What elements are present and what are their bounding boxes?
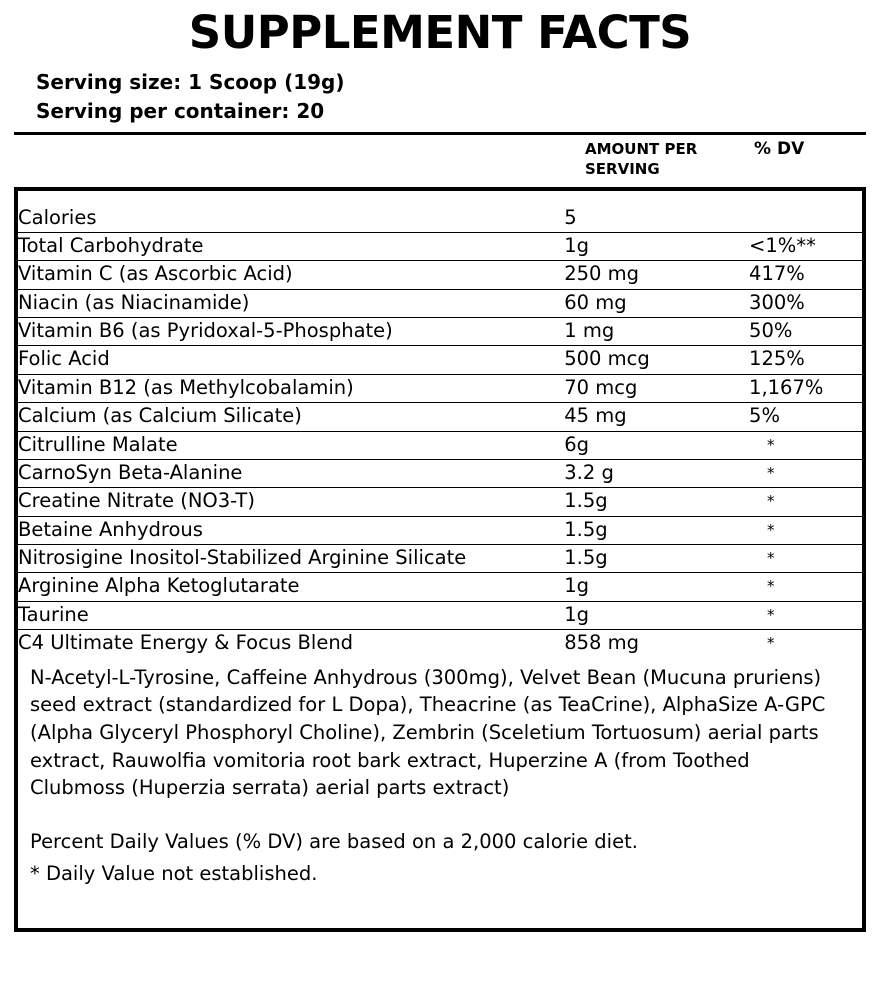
nutrient-dv: * xyxy=(749,459,862,487)
serving-size: Serving size: 1 Scoop (19g) xyxy=(36,69,345,94)
nutrient-name: Arginine Alpha Ketoglutarate xyxy=(18,573,564,601)
nutrient-amount: 1 mg xyxy=(564,318,749,346)
table-row xyxy=(18,459,862,487)
nutrient-name: Niacin (as Niacinamide) xyxy=(18,289,564,317)
nutrient-amount: 1g xyxy=(564,232,749,260)
nutrient-dv: * xyxy=(749,488,862,516)
nutrient-name: Total Carbohydrate xyxy=(18,232,564,260)
footnote-daily-values: Percent Daily Values (% DV) are based on a 2,000 calorie diet. xyxy=(30,829,638,853)
nutrient-name: Creatine Nitrate (NO3-T) xyxy=(18,488,564,516)
nutrient-dv: 417% xyxy=(749,261,862,289)
nutrient-amount: 858 mg xyxy=(564,631,640,655)
nutrient-amount: 1g xyxy=(564,601,749,629)
table-row xyxy=(18,289,862,317)
nutrient-name: Taurine xyxy=(18,601,564,629)
nutrient-dv: * xyxy=(749,601,862,629)
serving-per-container: Serving per container: 20 xyxy=(36,98,325,123)
nutrient-amount: 250 mg xyxy=(564,261,749,289)
nutrient-dv: 50% xyxy=(749,318,862,346)
nutrient-dv: 5% xyxy=(749,403,862,431)
table-row xyxy=(18,516,862,544)
nutrient-dv: 125% xyxy=(749,346,862,374)
nutrient-name: Nitrosigine Inositol-Stabilized Arginine Silicate xyxy=(18,545,564,573)
nutrient-dv: * xyxy=(749,431,862,459)
nutrient-amount: 1.5g xyxy=(564,545,749,573)
nutrient-amount: 1.5g xyxy=(564,516,749,544)
nutrient-name: C4 Ultimate Energy & Focus Blend xyxy=(18,631,354,655)
nutrient-dv: * xyxy=(767,634,775,653)
table-row xyxy=(18,601,862,629)
nutrient-dv: <1%** xyxy=(749,232,862,260)
nutrient-amount: 1g xyxy=(564,573,749,601)
nutrient-dv: * xyxy=(749,516,862,544)
nutrient-name: Citrulline Malate xyxy=(18,431,564,459)
nutrient-amount: 3.2 g xyxy=(564,459,749,487)
nutrient-amount: 6g xyxy=(564,431,749,459)
nutrient-dv: 1,167% xyxy=(749,374,862,402)
nutrient-amount: 60 mg xyxy=(564,289,749,317)
nutrient-amount: 500 mcg xyxy=(564,346,749,374)
nutrient-dv: * xyxy=(749,573,862,601)
nutrient-table-box xyxy=(14,187,866,816)
nutrient-amount: 5 xyxy=(564,205,749,233)
column-header-amount: AMOUNT PER SERVING xyxy=(585,139,698,178)
table-top-spacer xyxy=(18,191,862,205)
page-title: SUPPLEMENT FACTS xyxy=(188,6,692,59)
table-row xyxy=(18,573,862,601)
nutrient-name: Betaine Anhydrous xyxy=(18,516,564,544)
nutrient-name: Folic Acid xyxy=(18,346,564,374)
nutrient-name: Calories xyxy=(18,205,564,233)
nutrient-dv: * xyxy=(749,545,862,573)
nutrient-name: CarnoSyn Beta-Alanine xyxy=(18,459,564,487)
table-row xyxy=(18,374,862,402)
table-row xyxy=(18,403,862,431)
footnotes-box xyxy=(14,816,866,932)
table-row xyxy=(18,346,862,374)
table-row xyxy=(18,232,862,260)
table-row xyxy=(18,488,862,516)
nutrient-table xyxy=(18,205,862,658)
footnote-not-established: * Daily Value not established. xyxy=(30,862,318,886)
table-row xyxy=(18,318,862,346)
column-header-dv: % DV xyxy=(754,138,805,159)
nutrient-name: Vitamin B6 (as Pyridoxal-5-Phosphate) xyxy=(18,318,564,346)
table-row xyxy=(18,261,862,289)
nutrient-name: Vitamin B12 (as Methylcobalamin) xyxy=(18,374,564,402)
nutrient-dv: 300% xyxy=(749,289,862,317)
table-row xyxy=(18,630,862,658)
nutrient-amount: 1.5g xyxy=(564,488,749,516)
table-row xyxy=(18,545,862,573)
supplement-facts-label xyxy=(0,8,880,1008)
blend-ingredients: N-Acetyl-L-Tyrosine, Caffeine Anhydrous (300mg), Velvet Bean (Mucuna pruriens) seed extract (standardized for L Dopa), Theacrine (as TeaCrine), AlphaSize A-GPC (Alpha Glyceryl Phosphoryl Choline), Zembrin (Sceletium Tortuosum) aerial parts extract, Rauwolfia vomitoria root bark extract, Huperzine A (from Toothed Clubmoss (Huperzia serrata) aerial parts extract) xyxy=(30,665,826,800)
nutrient-dv xyxy=(749,205,862,233)
column-headers xyxy=(14,135,866,187)
nutrient-name: Vitamin C (as Ascorbic Acid) xyxy=(18,261,564,289)
table-row xyxy=(18,431,862,459)
nutrient-amount: 70 mcg xyxy=(564,374,749,402)
nutrient-name: Calcium (as Calcium Silicate) xyxy=(18,403,564,431)
nutrient-amount: 45 mg xyxy=(564,403,749,431)
table-row xyxy=(18,205,862,233)
serving-info xyxy=(36,68,880,126)
